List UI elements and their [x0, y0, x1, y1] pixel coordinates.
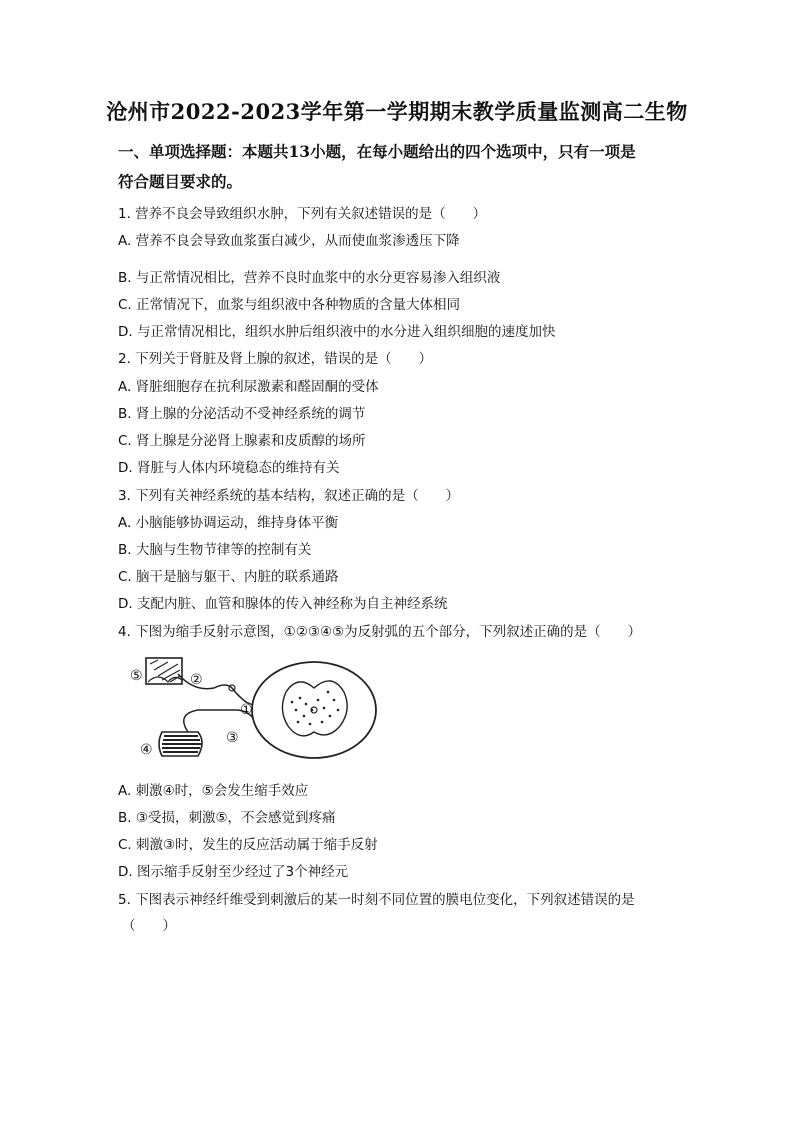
q2-option-b: B. 肾上腺的分泌活动不受神经系统的调节: [118, 406, 366, 422]
figure-label-2: ②: [190, 672, 203, 688]
q4-stem: 4. 下图为缩手反射示意图，①②③④⑤为反射弧的五个部分，下列叙述正确的是（ ）: [118, 624, 642, 640]
q5-stem: 5. 下图表示神经纤维受到刺激后的某一时刻不同位置的膜电位变化，下列叙述错误的是: [118, 892, 635, 908]
q4-option-b: B. ③受损，刺激⑤，不会感觉到疼痛: [118, 810, 336, 826]
q2-stem: 2. 下列关于肾脏及肾上腺的叙述，错误的是（ ）: [118, 351, 433, 367]
section-heading-line2: 符合题目要求的。: [118, 172, 243, 191]
q4-option-d: D. 图示缩手反射至少经过了3个神经元: [118, 864, 349, 880]
q3-option-c: C. 脑干是脑与躯干、内脏的联系通路: [118, 569, 339, 585]
effector-muscle: [159, 732, 202, 756]
q2-option-d: D. 肾脏与人体内环境稳态的维持有关: [118, 460, 340, 476]
section-heading-line1: 一、单项选择题：本题共13小题，在每小题给出的四个选项中，只有一项是: [118, 142, 636, 161]
figure-label-5: ⑤: [130, 668, 143, 684]
q2-option-a: A. 肾脏细胞存在抗利尿激素和醛固酮的受体: [118, 379, 379, 395]
page-title: 沧州市2022-2023学年第一学期期末教学质量监测高二生物: [106, 99, 688, 124]
figure-label-1: ①: [240, 702, 253, 718]
q4-option-c: C. 刺激③时，发生的反应活动属于缩手反射: [118, 837, 378, 853]
reflex-arc-figure: [128, 652, 388, 770]
q1-option-c: C. 正常情况下，血浆与组织液中各种物质的含量大体相同: [118, 297, 461, 313]
q3-option-a: A. 小脑能够协调运动，维持身体平衡: [118, 515, 339, 531]
q3-stem: 3. 下列有关神经系统的基本结构，叙述正确的是（ ）: [118, 488, 460, 504]
q1-option-d: D. 与正常情况相比，组织水肿后组织液中的水分进入组织细胞的速度加快: [118, 324, 556, 340]
spinal-cord: [252, 662, 376, 758]
q5-answer-paren: （ ）: [122, 918, 176, 934]
q1-option-b: B. 与正常情况相比，营养不良时血浆中的水分更容易渗入组织液: [118, 270, 501, 286]
q3-option-b: B. 大脑与生物节律等的控制有关: [118, 542, 312, 558]
figure-label-3: ③: [226, 730, 239, 746]
q2-option-c: C. 肾上腺是分泌肾上腺素和皮质醇的场所: [118, 433, 366, 449]
q1-option-a: A. 营养不良会导致血浆蛋白减少，从而使血浆渗透压下降: [118, 233, 460, 249]
figure-label-4: ④: [140, 742, 153, 758]
q4-option-a: A. 刺激④时，⑤会发生缩手效应: [118, 783, 309, 799]
receptor-skin: [146, 658, 182, 684]
q3-option-d: D. 支配内脏、血管和腺体的传入神经称为自主神经系统: [118, 596, 448, 612]
q1-stem: 1. 营养不良会导致组织水肿，下列有关叙述错误的是（ ）: [118, 206, 487, 222]
